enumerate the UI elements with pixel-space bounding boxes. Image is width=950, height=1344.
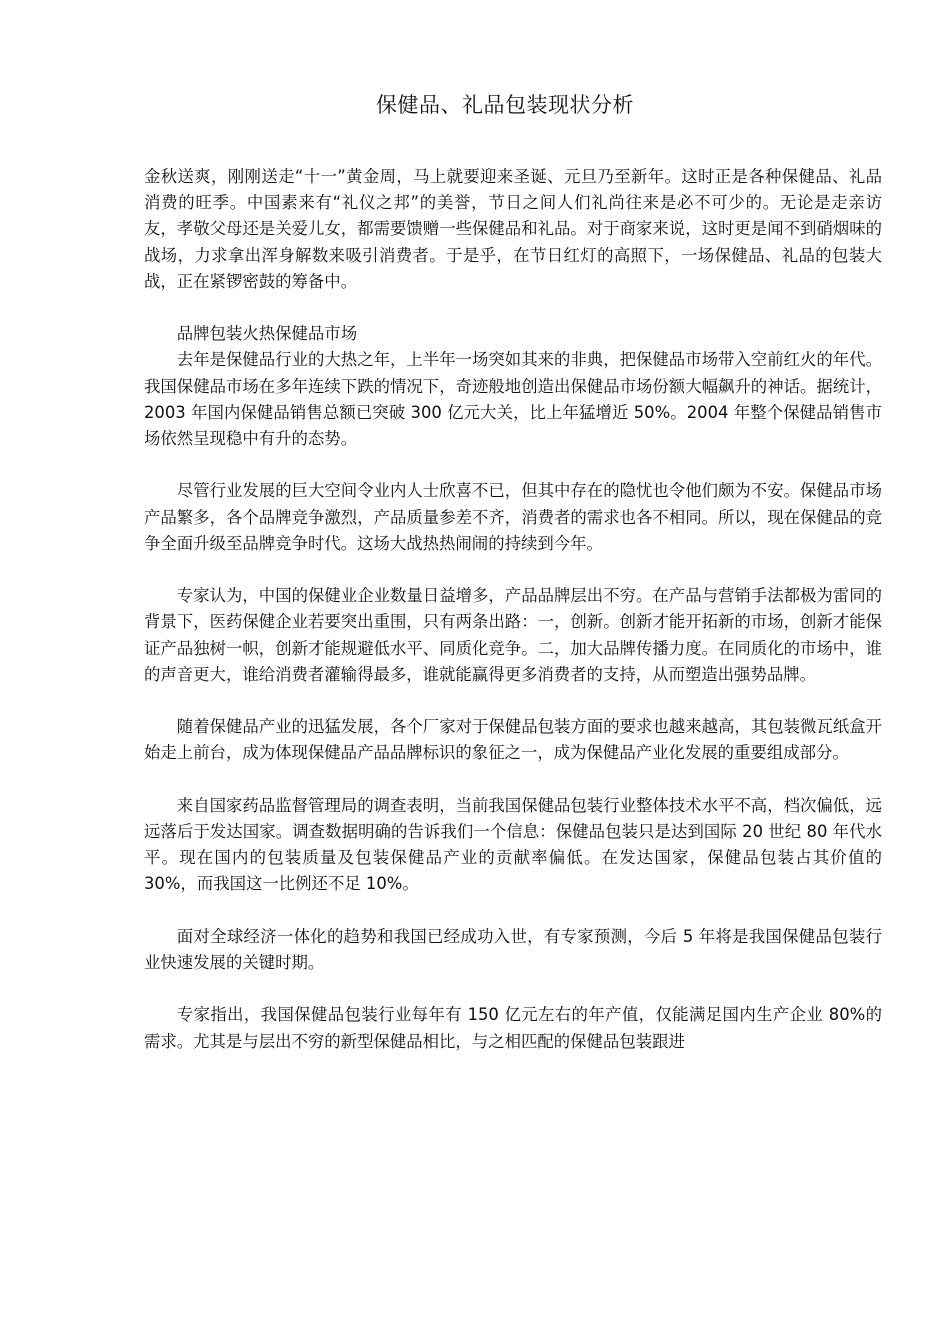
paragraph-market-boom: 去年是保健品行业的大热之年，上半年一场突如其来的非典，把保健品市场带入空前红火的年代。我国保健品市场在多年连续下跌的情况下，奇迹般地创造出保健品市场份额大幅飙升的神话。据统计，2003 年国内保健品销售总额已突破 300 亿元大关，比上年猛增近 50%。2004 年整个保健品销售市场依然呈现稳中有升的态势。 <box>144 350 882 449</box>
paragraph-survey: 来自国家药品监督管理局的调查表明，当前我国保健品包装行业整体技术水平不高，档次偏低，远远落后于发达国家。调查数据明确的告诉我们一个信息：保健品包装只是达到国际 20 世纪 80 年代水平。现在国内的包装质量及包装保健品产业的贡献率偏低。在发达国家，保健品包装占其价值的 30%，而我国这一比例还不足 10%。 <box>144 795 882 894</box>
document-title: 保健品、礼品包装现状分析 <box>376 93 634 117</box>
paragraph-forecast: 面对全球经济一体化的趋势和我国已经成功入世，有专家预测，今后 5 年将是我国保健品包装行业快速发展的关键时期。 <box>144 926 882 972</box>
document-body <box>144 164 882 1055</box>
paragraph-output: 专家指出，我国保健品包装行业每年有 150 亿元左右的年产值，仅能满足国内生产企业 80%的需求。尤其是与层出不穷的新型保健品相比，与之相匹配的保健品包装跟进 <box>144 1005 882 1051</box>
paragraph-intro: 金秋送爽，刚刚送走“十一”黄金周，马上就要迎来圣诞、元旦乃至新年。这时正是各种保健品、礼品消费的旺季。中国素来有“礼仪之邦”的美誉，节日之间人们礼尚往来是必不可少的。无论是走亲访友，孝敬父母还是关爱儿女，都需要馈赠一些保健品和礼品。对于商家来说，这时更是闻不到硝烟味的战场，力求拿出浑身解数来吸引消费者。于是乎，在节日红灯的高照下，一场保健品、礼品的包装大战，正在紧锣密鼓的筹备中。 <box>144 167 882 291</box>
paragraph-concerns: 尽管行业发展的巨大空间令业内人士欣喜不已，但其中存在的隐忧也令他们颇为不安。保健品市场产品繁多，各个品牌竞争激烈，产品质量参差不齐，消费者的需求也各不相同。所以，现在保健品的竞争全面升级至品牌竞争时代。这场大战热热闹闹的持续到今年。 <box>144 481 882 553</box>
section-heading: 品牌包装火热保健品市场 <box>176 324 358 344</box>
paragraph-packaging-growth: 随着保健品产业的迅猛发展，各个厂家对于保健品包装方面的要求也越来越高，其包装微瓦纸盒开始走上前台，成为体现保健品产品品牌标识的象征之一，成为保健品产业化发展的重要组成部分。 <box>144 717 882 763</box>
paragraph-expert-view: 专家认为，中国的保健业企业数量日益增多，产品品牌层出不穷。在产品与营销手法都极为雷同的背景下，医药保健企业若要突出重围，只有两条出路：一，创新。创新才能开拓新的市场，创新才能保证产品独树一帜，创新才能规避低水平、同质化竞争。二，加大品牌传播力度。在同质化的市场中，谁的声音更大，谁给消费者灌输得最多，谁就能赢得更多消费者的支持，从而塑造出强势品牌。 <box>144 586 882 684</box>
